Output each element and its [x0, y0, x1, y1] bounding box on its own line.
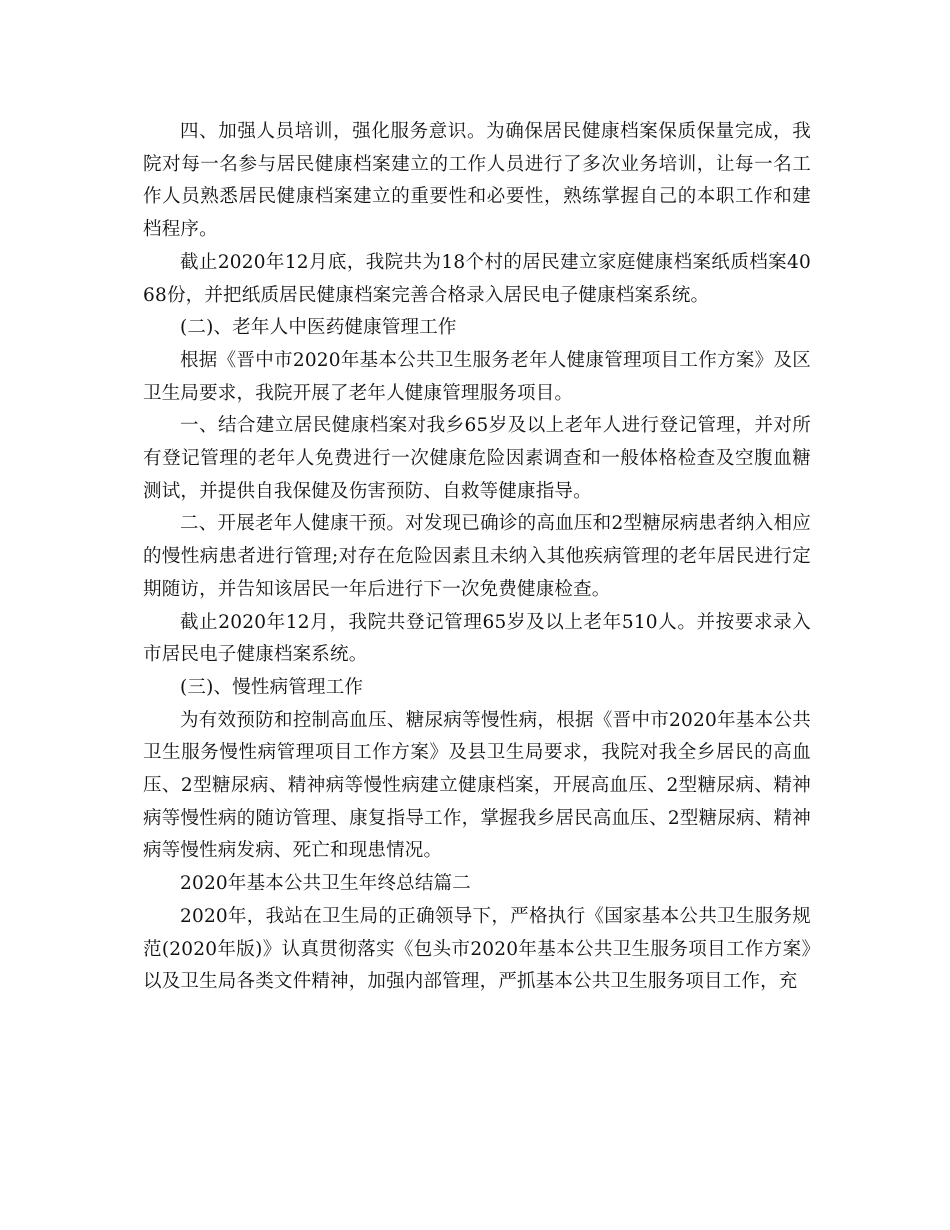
- section-heading-elderly-tcm: (二)、老年人中医药健康管理工作: [180, 317, 457, 339]
- paragraph-staff-training: 四、加强人员培训，强化服务意识。为确保居民健康档案保质保量完成，我院对每一名参与居民健康档案建立的工作人员进行了多次业务培训，让每一名工作人员熟悉居民健康档案建立的重要性和必要性，熟练掌握自己的本职工作和建档程序。: [143, 121, 811, 241]
- paragraph-elderly-basis: 根据《晋中市2020年基本公共卫生服务老年人健康管理项目工作方案》及区卫生局要求，我院开展了老年人健康管理服务项目。: [143, 349, 811, 404]
- document-body: [143, 116, 811, 999]
- paragraph-chronic-disease: 为有效预防和控制高血压、糖尿病等慢性病，根据《晋中市2020年基本公共卫生服务慢性病管理项目工作方案》及县卫生局要求，我院对我全乡居民的高血压、2型糖尿病、精神病等慢性病建立健康档案，开展高血压、2型糖尿病、精神病等慢性病的随访管理、康复指导工作，掌握我乡居民高血压、2型糖尿病、精神病等慢性病发病、死亡和现患情况。: [143, 709, 811, 862]
- paragraph-archive-count: 截止2020年12月底，我院共为18个村的居民建立家庭健康档案纸质档案4068份，并把纸质居民健康档案完善合格录入居民电子健康档案系统。: [143, 251, 811, 306]
- article-title-part-two: 2020年基本公共卫生年终总结篇二: [180, 873, 471, 895]
- paragraph-elderly-count: 截止2020年12月，我院共登记管理65岁及以上老年510人。并按要求录入市居民电子健康档案系统。: [143, 611, 811, 666]
- section-heading-chronic-disease: (三)、慢性病管理工作: [180, 676, 364, 698]
- paragraph-elderly-intervention: 二、开展老年人健康干预。对发现已确诊的高血压和2型糖尿病患者纳入相应的慢性病患者进行管理;对存在危险因素且未纳入其他疾病管理的老年居民进行定期随访，并告知该居民一年后进行下一次免费健康检查。: [143, 513, 811, 600]
- paragraph-part-two-intro: 2020年，我站在卫生局的正确领导下，严格执行《国家基本公共卫生服务规范(2020年版)》认真贯彻落实《包头市2020年基本公共卫生服务项目工作方案》以及卫生局各类文件精神，加强内部管理，严抓基本公共卫生服务项目工作，充: [143, 905, 811, 993]
- paragraph-elderly-registration: 一、结合建立居民健康档案对我乡65岁及以上老年人进行登记管理，并对所有登记管理的老年人免费进行一次健康危险因素调查和一般体格检查及空腹血糖测试，并提供自我保健及伤害预防、自救等健康指导。: [143, 415, 811, 502]
